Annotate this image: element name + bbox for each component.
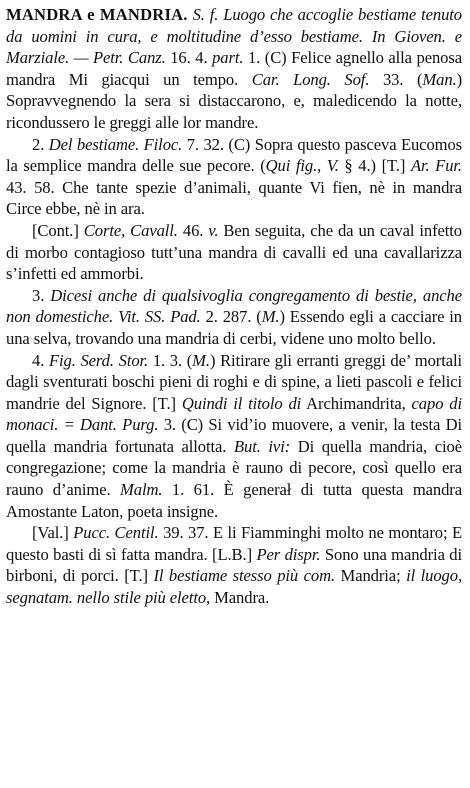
entry-headword: MANDRA e MANDRIA. (6, 5, 188, 24)
italic-text: il luogo, segnatam. nello stile più eletto, (6, 566, 463, 608)
body-text: 3. (C) Si vid’io muovere, a venir, la testa Di quella mandria fortunata allotta. (6, 415, 462, 456)
body-text: ) Ritirare gli erranti greggi de’ mortali dagli sventurati boschi pieni di roghi e di spine, a lieti pascoli e felici mandrie del Signore. [T.] (6, 350, 463, 413)
italic-text: S. f. Luogo che accoglie bestiame tenuto da uomini in cura, e moltitudine d’esso bestiame. In Gioven. e Marziale. — Petr. Canz. (6, 5, 462, 68)
italic-text: Del bestiame. Filoc. (48, 134, 183, 154)
body-text: 43. 58. Che tante spezie d’animali, quante Vi fien, nè in mandra Circe ebbe, nè in ara. (6, 177, 462, 219)
italic-text: capo di monaci. = Dant. Purg. (6, 393, 462, 435)
entry-section-3 (6, 220, 462, 285)
body-text: 2. 287. ( (200, 307, 262, 327)
body-text: Mandra. (210, 588, 270, 608)
body-text: ) Essendo egli a cacciare in una selva, trovando una mandria di cerbi, videne uno molto bello. (6, 307, 462, 348)
italic-text: part. (212, 48, 244, 68)
body-text: 3. (32, 285, 51, 305)
italic-text: Quindi il titolo di (181, 393, 302, 413)
italic-text: v. (208, 220, 219, 240)
body-text: Mandria; (335, 566, 407, 586)
entry-section-5 (6, 350, 462, 523)
entry-section-1 (6, 4, 462, 134)
italic-text: Per dispr. (256, 544, 321, 564)
italic-text: Dicesi anche di qualsivoglia congregamento di bestie, anche non domestiche. Vit. SS. Pad. (6, 285, 462, 327)
body-text: ) Sopravvegnendo la sera si distaccarono, e, maledicendo la notte, ricondussero le greggi alle lor mandre. (6, 69, 463, 132)
body-text: Di quella mandria, cioè congregazione; come la mandria è rauno di pecore, così quello era rauno d’anime. (6, 436, 462, 500)
body-text: Archimandrita, (301, 393, 412, 413)
italic-text: Pucc. Centil. (73, 523, 159, 543)
body-text: § 4.) [T.] (338, 156, 411, 176)
body-text: Sono una mandria di birboni, di porci. [T.] (6, 544, 462, 586)
italic-text: Corte, Cavall. (83, 220, 178, 240)
italic-text: Car. Long. Sof. (251, 69, 370, 89)
body-text: [Val.] (32, 523, 74, 543)
body-text: 7. 32. (C) Sopra questo pasceva Eucomos la semplice mandra delle sue pecore. ( (6, 134, 463, 176)
italic-text: Il bestiame stesso più com. (153, 566, 336, 586)
italic-text: Malm. (120, 480, 163, 500)
body-text: 39. 37. E li Fiamminghi molto ne montaro; E questo basti di sì fatta mandra. [L.B.] (6, 523, 462, 564)
body-text: 2. (32, 134, 49, 154)
body-text: Ben seguita, che da un caval infetto di morbo contagioso tutt’una mandra di cavalli ed una cavallarizza s’infetti ed ammorbi. (6, 220, 462, 284)
body-text: [Cont.] (32, 220, 84, 240)
body-text: 1. 3. ( (148, 350, 193, 370)
italic-text: M. (261, 307, 280, 327)
italic-text: M. (192, 350, 210, 370)
italic-text: But. ivi: (233, 436, 291, 456)
italic-text: Qui fig., V. (265, 156, 339, 176)
entry-section-2 (6, 134, 462, 220)
body-text: 46. (177, 220, 209, 240)
entry-section-4 (6, 285, 462, 350)
italic-text: Ar. Fur. (410, 156, 462, 176)
body-text: 1. (C) Felice agnello alla penosa mandra Mi giacqui un tempo. (6, 48, 462, 89)
body-text: 4. (32, 350, 49, 370)
italic-text: Man. (422, 69, 457, 89)
body-text: 16. 4. (165, 48, 213, 68)
dictionary-entry (6, 4, 462, 609)
entry-section-6 (6, 522, 462, 608)
italic-text: Fig. Serd. Stor. (48, 350, 149, 370)
body-text: 33. ( (369, 69, 423, 89)
body-text: 1. 61. È generał di tutta questa mandra Amostante Laton, poeta insigne. (6, 480, 462, 521)
